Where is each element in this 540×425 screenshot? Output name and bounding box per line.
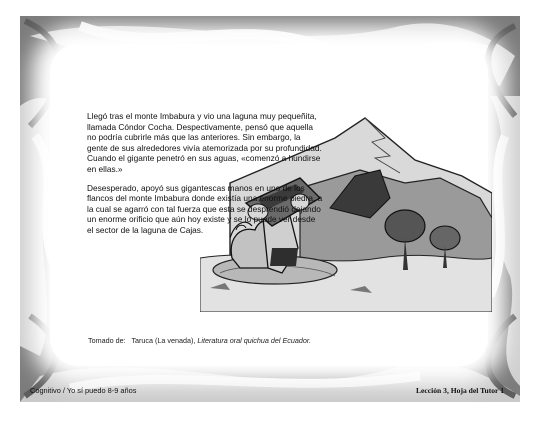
source-prefix: Tomado de:: [88, 336, 126, 345]
source-authors: Taruca (La venada),: [131, 336, 196, 345]
footer-course-label: Cognitivo / Yo sí puedo 8-9 años: [30, 386, 137, 395]
story-paragraph-1: Llegó tras el monte Imbabura y vio una laguna muy pequeñita, llamada Cóndor Cocha. Despectivamente, pensó que aquella no podría cubrirle más que las anteriores. Sin embargo, la gente de sus alrededores vivía atemorizada por su profundidad. Cuando el gigante penetró en sus aguas, «comenzó a hundirse en ellas.»: [87, 111, 322, 174]
story-text: [87, 111, 323, 244]
footer-lesson-label: Lección 3, Hoja del Tutor 1: [415, 386, 504, 395]
source-work: Literatura oral quichua del Ecuador.: [197, 336, 311, 345]
source-citation: [88, 336, 311, 345]
story-paragraph-2: Desesperado, apoyó sus gigantescas manos en uno de los flancos del monte Imbabura donde existía una enorme piedra, a la cual se agarró con tal fuerza que esta se desprendió dejando un enorme orificio que aún hoy existe y se lo puede ver desde el sector de la laguna de Cajas.: [87, 182, 323, 235]
